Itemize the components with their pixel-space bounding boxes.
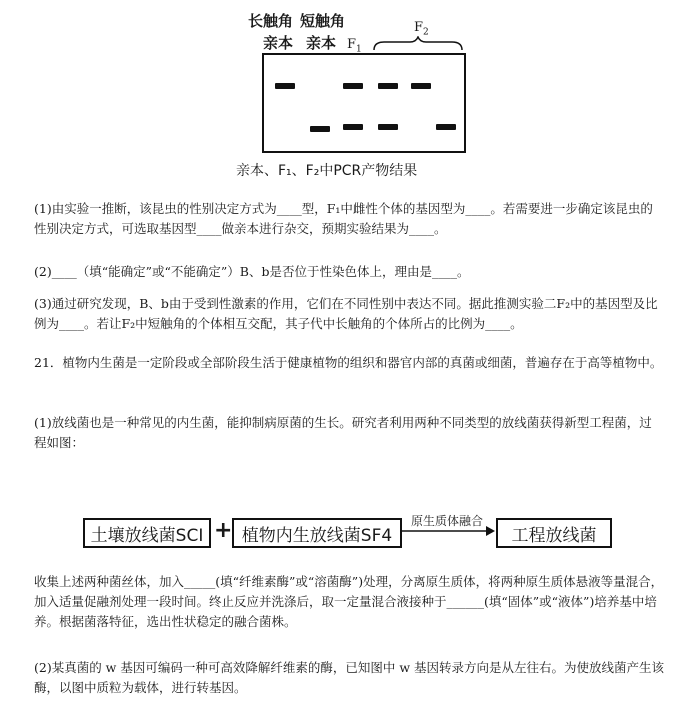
gel-band (275, 83, 295, 89)
gel-band (378, 83, 398, 89)
question-21-part-1: (1)放线菌也是一种常见的内生菌，能抑制病原菌的生长。研究者利用两种不同类型的放线菌获得新型工程菌，过程如图： (34, 415, 652, 450)
short-antenna-label: 短触角 (300, 12, 346, 30)
gel-band (411, 83, 431, 89)
gel-band (436, 124, 456, 130)
plus-sign: + (214, 518, 233, 543)
question-20-part-2: (2)____（填“能确定”或“不能确定”）B、b是否位于性染色体上，理由是____。 (34, 264, 470, 279)
flow-box-engineered-actinomycete: 工程放线菌 (496, 518, 612, 548)
flow-arrow (402, 524, 496, 538)
gel-band (310, 126, 330, 132)
long-antenna-label: 长触角 (248, 12, 294, 30)
arrow-label: 原生质体融合 (411, 514, 484, 528)
question-21-intro: 21．植物内生菌是一定阶段或全部阶段生活于健康植物的组织和器官内部的真菌或细菌，普遍存在于高等植物中。 (34, 355, 663, 370)
f2-label: $F_2$ (414, 20, 429, 38)
f1-label: $F_1$ (347, 37, 362, 55)
gel-band (378, 124, 398, 130)
question-20-part-1: (1)由实验一推断，该昆虫的性别决定方式为____型，F₁中雌性个体的基因型为____。若需要进一步确定该昆虫的性别决定方式，可选取基因型____做亲本进行杂交，预期实验结果为____。 (34, 201, 653, 236)
gel-band (343, 83, 363, 89)
gel-band (343, 124, 363, 130)
question-20-part-3: (3)通过研究发现，B、b由于受到性激素的作用，它们在不同性别中表达不同。据此推测实验二F₂中的基因型及比例为____。若让F₂中短触角的个体相互交配，其子代中长触角的个体所占的比例为____。 (34, 296, 658, 331)
figure-caption: 亲本、F₁、F₂中PCR产物结果 (236, 163, 418, 179)
flow-box-endophytic-actinomycete: 植物内生放线菌SF4 (232, 518, 402, 548)
f2-brace (372, 36, 464, 52)
question-21-part-1-cont: 收集上述两种菌丝体，加入_____(填“纤维素酶”或“溶菌酶”)处理，分离原生质体，将两种原生质体悬液等量混合，加入适量促融剂处理一段时间。终止反应并洗涤后，取一定量混合液接种于______(填“固体”或“液体”)培养基中培养。根据菌落特征，选出性状稳定的融合菌株。 (34, 574, 664, 629)
question-21-part-2: (2)某真菌的 w 基因可编码一种可高效降解纤维素的酶，已知图中 w 基因转录方向是从左往右。为使放线菌产生该酶，以图中质粒为载体，进行转基因。 (34, 660, 665, 695)
parent-label-1: 亲本 (263, 34, 294, 52)
flow-box-soil-actinomycete: 土壤放线菌SCI (83, 518, 211, 548)
gel-box (262, 53, 466, 153)
parent-label-2: 亲本 (306, 34, 337, 52)
